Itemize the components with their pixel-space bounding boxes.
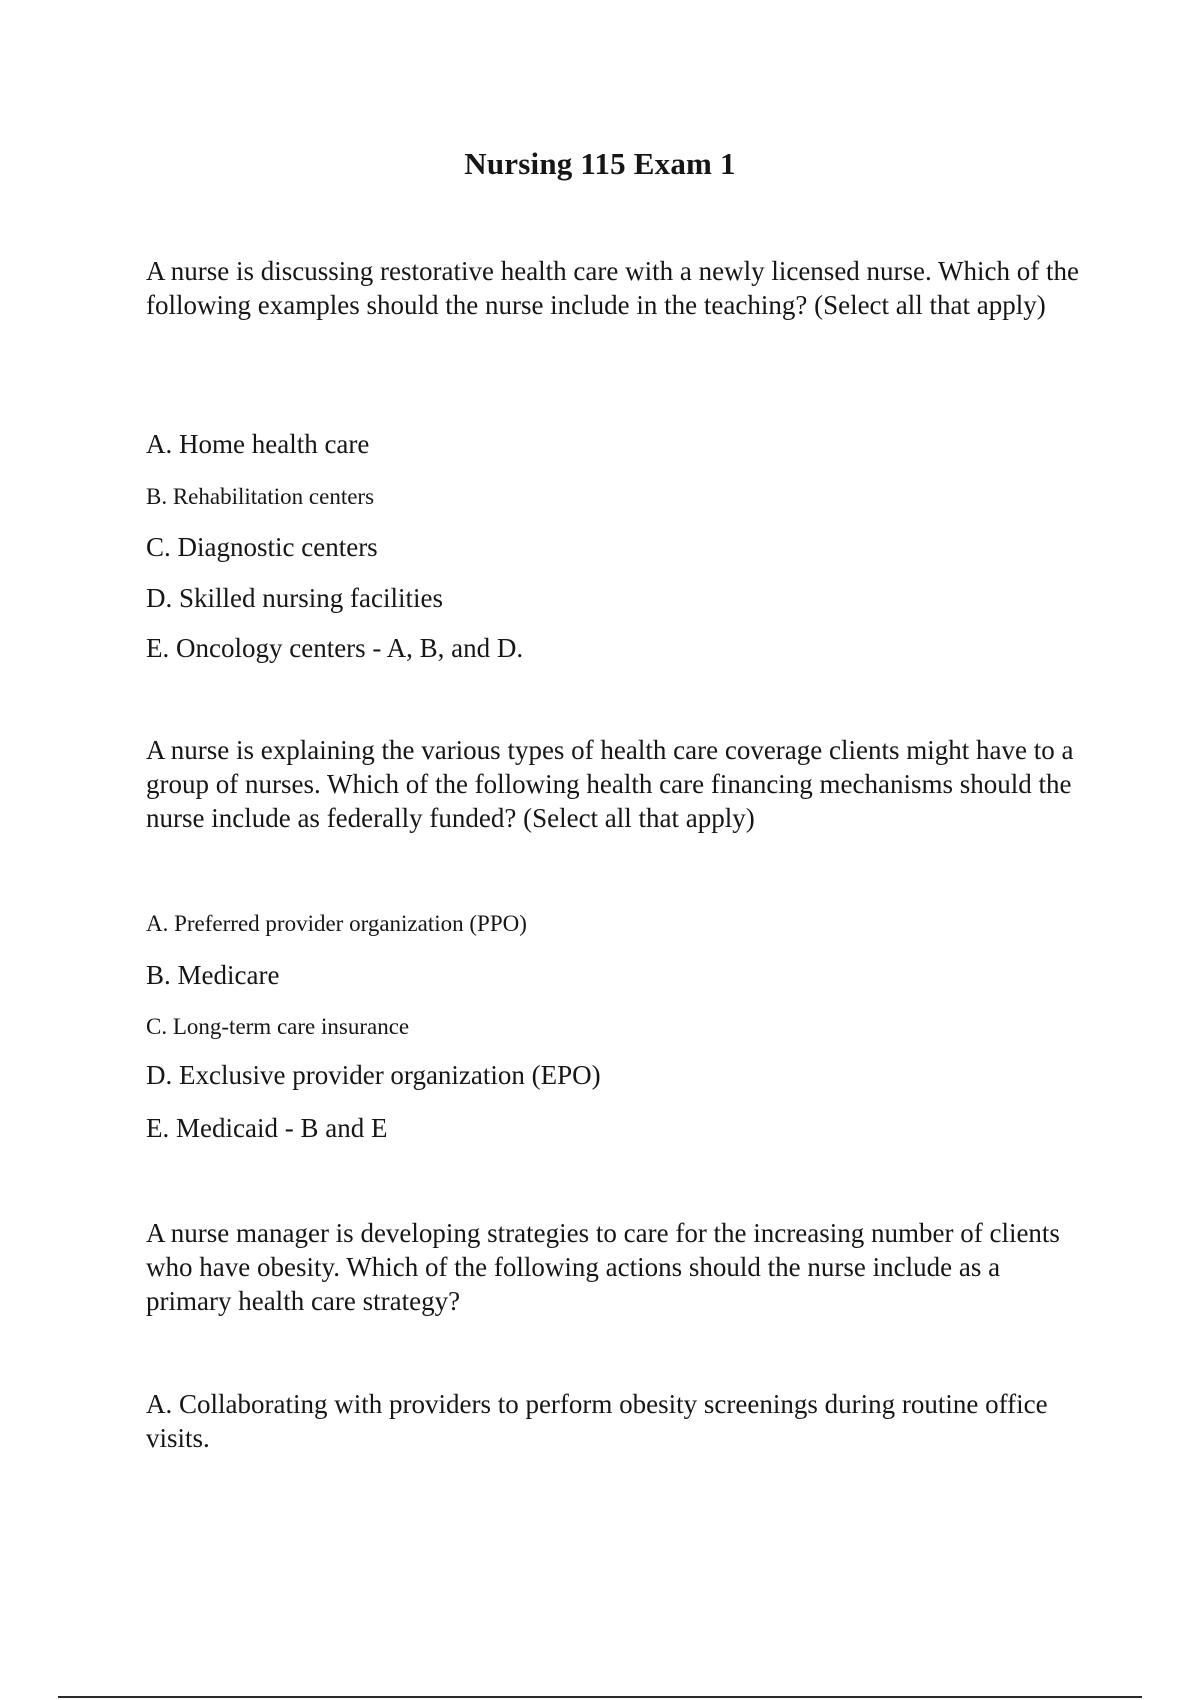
question-1-option-c: C. Diagnostic centers <box>146 532 378 562</box>
question-3-prompt: A nurse manager is developing strategies to care for the increasing number of clients who have obesity. Which of the following actions should the nurse include as a primary health care strategy? <box>146 1218 1060 1316</box>
question-2-option-d: D. Exclusive provider organization (EPO) <box>146 1060 601 1090</box>
question-2-prompt: A nurse is explaining the various types of health care coverage clients might have to a group of nurses. Which of the following health care financing mechanisms should the nurse include as federally funded? (Select all that apply) <box>146 735 1074 833</box>
question-1-option-b: B. Rehabilitation centers <box>146 484 375 509</box>
page-title: Nursing 115 Exam 1 <box>464 146 736 181</box>
question-2-option-b: B. Medicare <box>146 960 280 990</box>
page-bottom-divider <box>58 1696 1142 1698</box>
question-2-option-a: A. Preferred provider organization (PPO) <box>146 911 527 936</box>
question-1-option-d: D. Skilled nursing facilities <box>146 583 443 613</box>
question-1-prompt: A nurse is discussing restorative health care with a newly licensed nurse. Which of the following examples should the nurse include in the teaching? (Select all that apply) <box>146 256 1079 320</box>
question-2-option-e: E. Medicaid - B and E <box>146 1113 388 1143</box>
question-1-option-e: E. Oncology centers - A, B, and D. <box>146 633 524 663</box>
question-2-option-c: C. Long-term care insurance <box>146 1014 410 1039</box>
question-1-option-a: A. Home health care <box>146 429 370 459</box>
question-3-option-a: A. Collaborating with providers to perform obesity screenings during routine office visits. <box>146 1389 1048 1453</box>
